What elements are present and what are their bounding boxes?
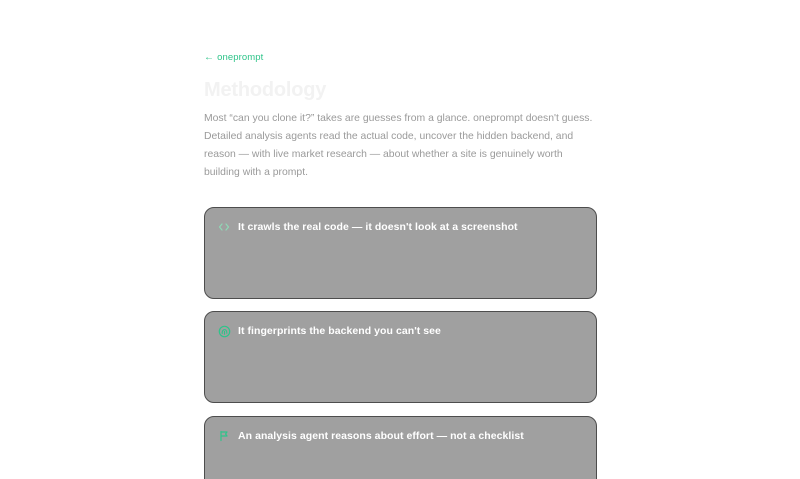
back-arrow-icon: ← <box>204 51 215 63</box>
card-header <box>217 429 524 443</box>
method-card-agent <box>204 416 597 479</box>
card-header <box>217 324 441 338</box>
fingerprint-icon <box>217 324 231 338</box>
card-title: It fingerprints the backend you can't see <box>238 325 441 337</box>
card-header <box>217 220 518 234</box>
intro-paragraph: Most “can you clone it?” takes are guesses from a glance. oneprompt doesn't guess. Detailed analysis agents read the actual code, uncover the hidden backend, and reason — with live market research — about whether a site is genuinely worth building with a prompt. <box>204 113 593 178</box>
method-card-crawl <box>204 207 597 299</box>
card-title: It crawls the real code — it doesn't look at a screenshot <box>238 221 518 233</box>
method-card-backend <box>204 311 597 403</box>
code-icon <box>217 220 231 234</box>
back-link-label: oneprompt <box>217 52 264 63</box>
agent-flag-icon <box>217 429 231 443</box>
page-title: Methodology <box>204 79 327 101</box>
card-title: An analysis agent reasons about effort — not a checklist <box>238 430 524 442</box>
back-link[interactable] <box>204 52 263 63</box>
